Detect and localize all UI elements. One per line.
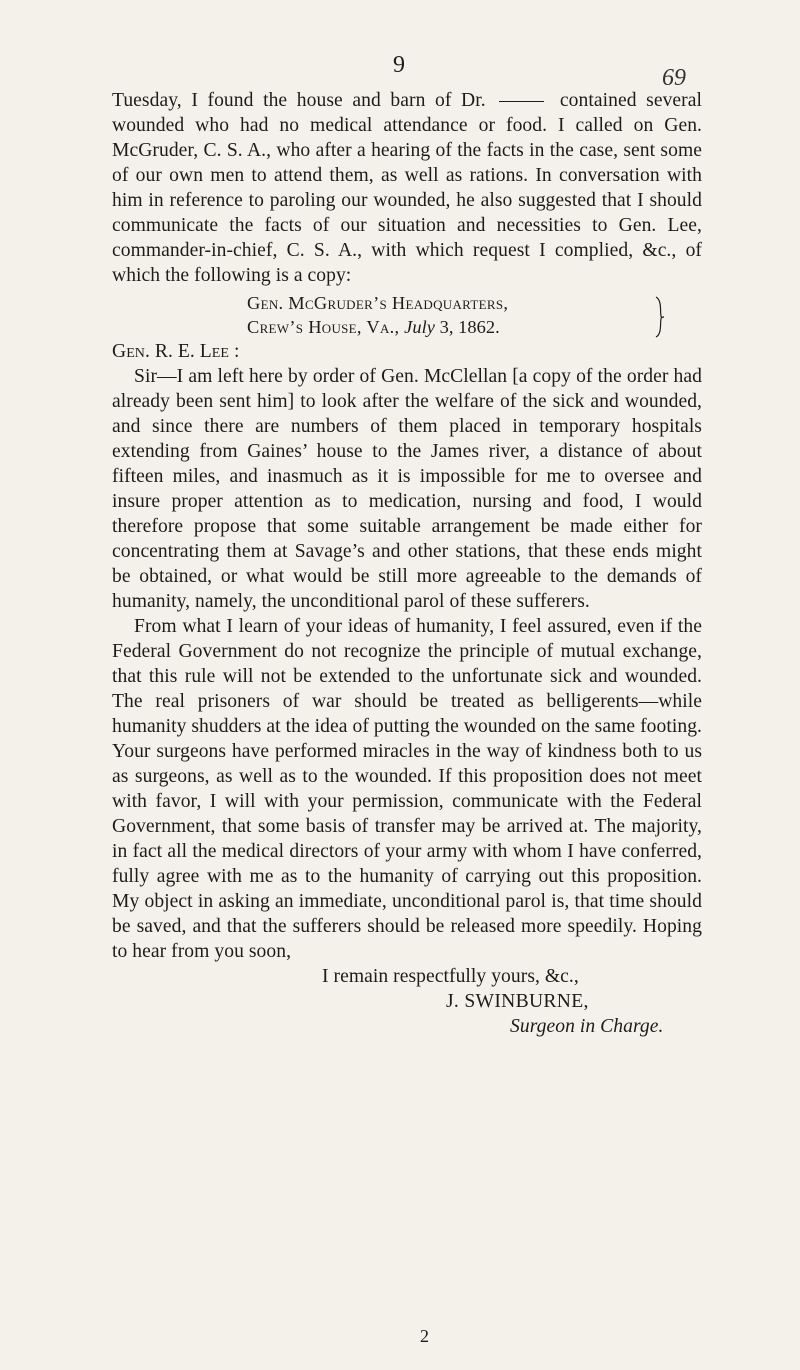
letter-header-year: 3, 1862.	[439, 317, 500, 337]
letter-header-line-1: Gen. McGruder’s Headquarters,	[247, 293, 509, 313]
omitted-name-dash	[499, 101, 544, 102]
letter-paragraph-1: Sir—I am left here by order of Gen. McClellan [a copy of the order had already been sent him] to look after the welfare of the sick and wounded, and since there are numbers of them placed in temporary hospitals extending from Gaines’ house to the James river, a distance of about fifteen miles, and inasmuch as it is impossible for me to oversee and insure proper attention as to medication, nursing and food, I would therefore propose that some suitable arrangement be made either for concentrating them at Savage’s and other stations, that these ends might be obtained, or what would be still more agreeable to the demands of humanity, namely, the unconditional parol of these sufferers.	[112, 366, 702, 612]
header-brace-icon	[655, 296, 665, 338]
letter-header-line-2	[247, 315, 657, 339]
intro-paragraph	[112, 88, 702, 288]
letter-salutation: Gen. R. E. Lee :	[112, 341, 240, 362]
intro-end: contained several wounded who had no medical attendance or food. I called on Gen. McGruder, C. S. A., who after a hearing of the facts in the case, sent some of our own men to attend them, as well as rations. In conversation with him in reference to paroling our wounded, he also suggested that I should communicate the facts of our situation and necessities to Gen. Lee, commander-in-chief, C. S. A., with which request I complied, &c., of which the following is a copy:	[112, 90, 702, 286]
page-number: 9	[393, 52, 405, 78]
letter-header-location: Crew’s House, Va.,	[247, 317, 400, 337]
document-text	[112, 88, 702, 1039]
letter-header-month: July	[404, 317, 435, 337]
footer-mark: 2	[420, 1326, 429, 1346]
letter-closing: I remain respectfully yours, &c.,	[322, 966, 579, 987]
handwritten-note-text: 69	[662, 65, 686, 91]
letter-signature: J. SWINBURNE,	[446, 991, 589, 1012]
intro-start: Tuesday, I found the house and barn of Dr.	[112, 90, 486, 111]
letter-header	[247, 291, 657, 339]
letter-paragraph-2: From what I learn of your ideas of humanity, I feel assured, even if the Federal Government do not recognize the principle of mutual exchange, that this rule will not be extended to the unfortunate sick and wounded. The real prisoners of war should be treated as belligerents—while humanity shudders at the idea of putting the wounded on the same footing. Your surgeons have performed miracles in the way of kindness both to us as surgeons, as well as to the wounded. If this proposition does not meet with favor, I will with your permission, communicate with the Federal Government, that some basis of transfer may be arrived at. The majority, in fact all the medical directors of your army with whom I have conferred, fully agree with me as to the humanity of carrying out this proposition. My object in asking an immediate, unconditional parol is, that time should be saved, and that the sufferers should be released more speedily. Hoping to hear from you soon,	[112, 616, 702, 962]
signature-title: Surgeon in Charge.	[510, 1016, 664, 1037]
